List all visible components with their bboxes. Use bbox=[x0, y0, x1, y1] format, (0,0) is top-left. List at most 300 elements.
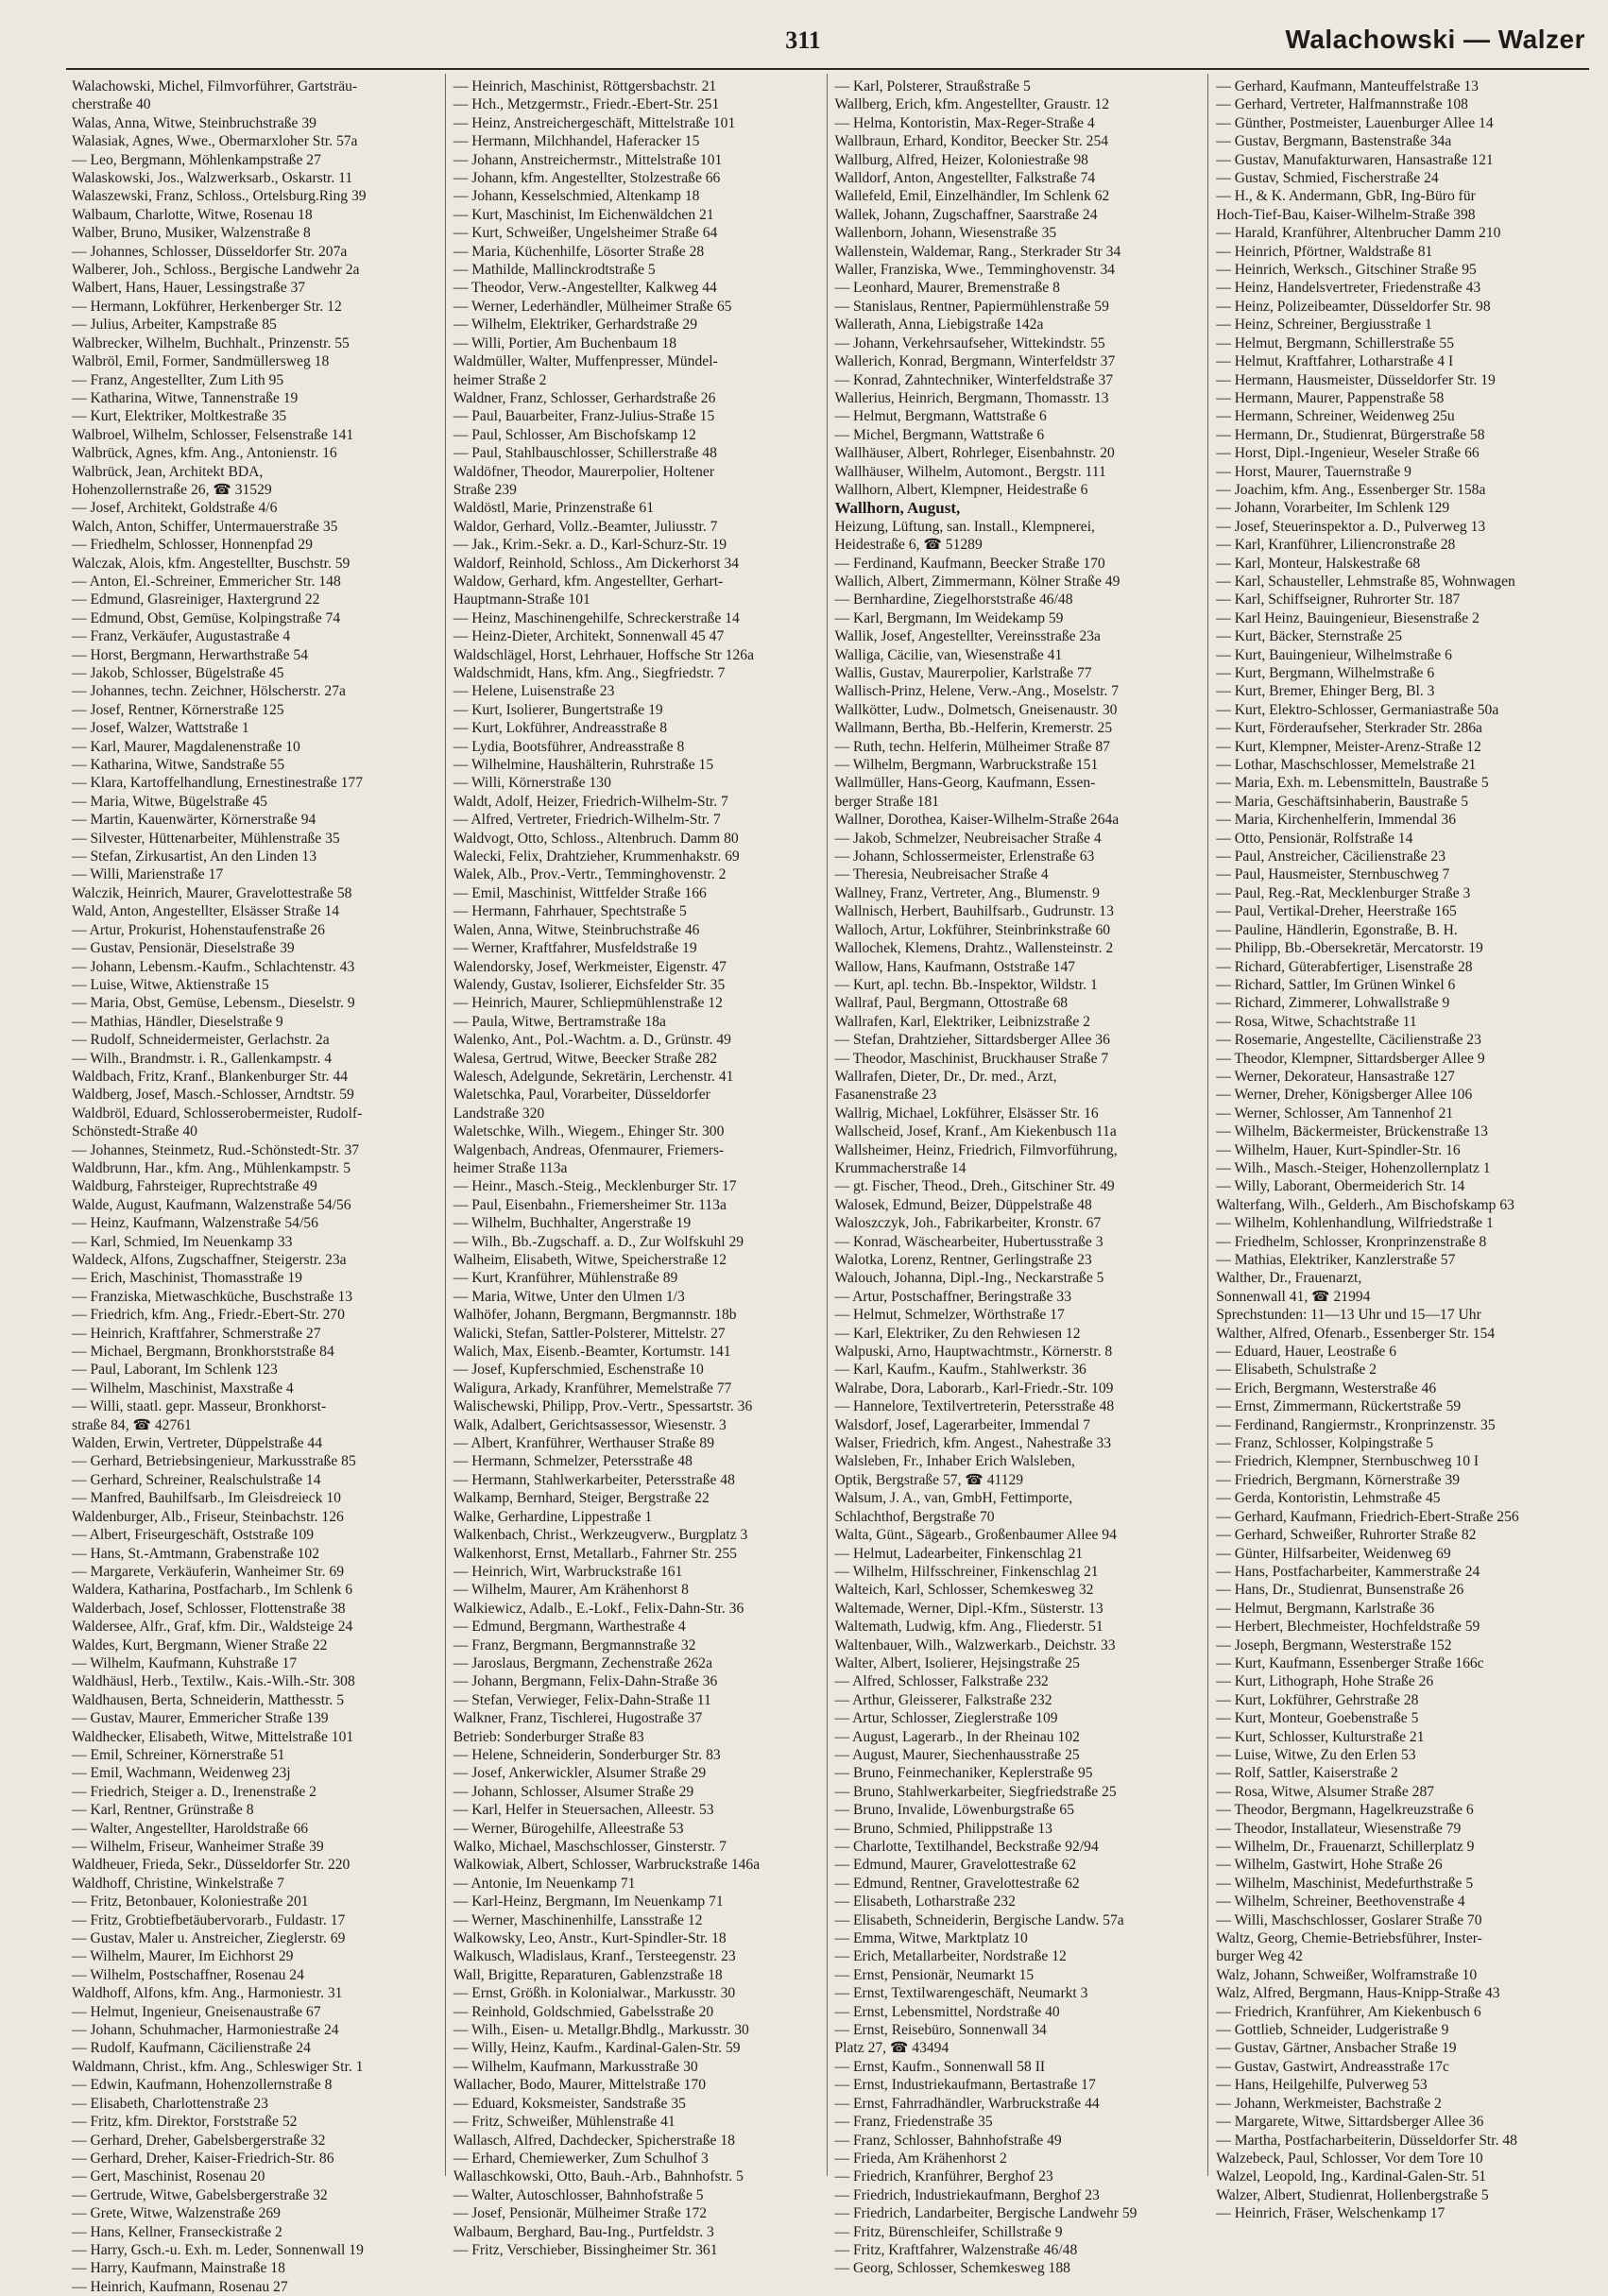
directory-entry: — Wilhelm, Elektriker, Gerhardstraße 29 bbox=[453, 317, 698, 334]
directory-entry: — Wilhelm, Dr., Frauenarzt, Schillerplatz 9 bbox=[1216, 1839, 1475, 1855]
directory-entry: — Hans, Postfacharbeiter, Kammerstraße 24 bbox=[1216, 1563, 1480, 1580]
directory-entry: Walliga, Cäcilie, van, Wiesenstraße 41 bbox=[834, 646, 1063, 663]
directory-entry: Waloszczyk, Joh., Fabrikarbeiter, Kronstr. 67 bbox=[834, 1215, 1102, 1232]
directory-entry: — Paul, Vertikal-Dreher, Heerstraße 165 bbox=[1216, 903, 1457, 920]
directory-entry: — Karl Heinz, Bauingenieur, Biesenstraße 2 bbox=[1216, 609, 1480, 626]
directory-entry: Wallrig, Michael, Lokführer, Elsässer Str. 16 bbox=[834, 1105, 1099, 1122]
directory-entry: Platz 27, ☎ 43494 bbox=[834, 2040, 949, 2057]
directory-entry: — Heinz, Polizeibeamter, Düsseldorfer Str. 98 bbox=[1216, 298, 1491, 315]
directory-entry: — Fritz, Schweißer, Mühlenstraße 41 bbox=[453, 2114, 676, 2131]
directory-entry: Walecki, Felix, Drahtzieher, Krummenhakstr. 69 bbox=[453, 848, 740, 865]
directory-entry: Wallenborn, Johann, Wiesenstraße 35 bbox=[834, 225, 1057, 242]
directory-entry: — Hermann, Fahrhauer, Spechtstraße 5 bbox=[453, 903, 687, 920]
directory-entry: — Gustav, Pensionär, Dieselstraße 39 bbox=[72, 940, 295, 957]
directory-entry: — Franz, Schlosser, Bahnhofstraße 49 bbox=[834, 2132, 1062, 2149]
directory-entry: — Mathias, Elektriker, Kanzlerstraße 57 bbox=[1216, 1252, 1456, 1268]
directory-entry: — Gerhard, Betriebsingenieur, Markusstraße 85 bbox=[72, 1453, 356, 1470]
directory-entry: — Albert, Friseurgeschäft, Oststraße 109 bbox=[72, 1527, 315, 1544]
directory-entry: Walch, Anton, Schiffer, Untermauerstraße 35 bbox=[72, 518, 338, 535]
directory-entry: — Erich, Bergmann, Westerstraße 46 bbox=[1216, 1379, 1437, 1396]
directory-entry: — Helene, Luisenstraße 23 bbox=[453, 683, 615, 700]
directory-entry: Walpuski, Arno, Hauptwachtmstr., Körnerstr. 8 bbox=[834, 1344, 1113, 1361]
directory-entry: — Hermann, Schmelzer, Petersstraße 48 bbox=[453, 1453, 693, 1470]
directory-entry: — Hermann, Dr., Studienrat, Bürgerstraße 58 bbox=[1216, 426, 1485, 443]
directory-entry: — Franz, Schlosser, Kolpingstraße 5 bbox=[1216, 1435, 1434, 1452]
directory-entry: Wallnisch, Herbert, Bauhilfsarb., Gudrunstr. 13 bbox=[834, 903, 1114, 920]
directory-entry: — Joseph, Bergmann, Westerstraße 152 bbox=[1216, 1636, 1452, 1653]
directory-entry: — Kurt, Elektriker, Moltkestraße 35 bbox=[72, 408, 287, 425]
directory-entry: — Emil, Wachmann, Weidenweg 23j bbox=[72, 1765, 291, 1782]
directory-entry: — Theodor, Klempner, Sittardsberger Allee 9 bbox=[1216, 1050, 1485, 1067]
directory-entry: — Friedrich, Kranführer, Am Kiekenbusch 6 bbox=[1216, 2003, 1481, 2020]
directory-entry: — Friedrich, Landarbeiter, Bergische Landwehr 59 bbox=[834, 2205, 1138, 2222]
directory-entry: Wallis, Gustav, Maurerpolier, Karlstraße 77 bbox=[834, 665, 1092, 681]
directory-entry: — Leonhard, Maurer, Bremenstraße 8 bbox=[834, 280, 1060, 297]
directory-entry: — Friedhelm, Schlosser, Honnenpfad 29 bbox=[72, 537, 313, 554]
directory-entry: — Kurt, Klempner, Meister-Arenz-Straße 12 bbox=[1216, 738, 1481, 755]
directory-entry: — Hermann, Milchhandel, Haferacker 15 bbox=[453, 133, 700, 150]
directory-entry: — Gerhard, Kaufmann, Friedrich-Ebert-Straße 256 bbox=[1216, 1508, 1519, 1525]
directory-entry: — Johann, Kesselschmied, Altenkamp 18 bbox=[453, 188, 700, 205]
directory-entry: Walter, Albert, Isolierer, Hejsingstraße 25 bbox=[834, 1654, 1080, 1671]
directory-entry: — Artur, Postschaffner, Beringstraße 33 bbox=[834, 1288, 1072, 1305]
directory-entry: — Julius, Arbeiter, Kampstraße 85 bbox=[72, 317, 277, 334]
directory-entry: — Johann, Bergmann, Felix-Dahn-Straße 36 bbox=[453, 1673, 718, 1690]
directory-entry: — Gerhard, Dreher, Gabelsbergerstraße 32 bbox=[72, 2132, 326, 2149]
directory-entry: — Johann, Schlossermeister, Erlenstraße 63 bbox=[834, 848, 1095, 865]
directory-entry: — Josef, Walzer, Wattstraße 1 bbox=[72, 720, 249, 737]
directory-entry: — Fritz, Betonbauer, Koloniestraße 201 bbox=[72, 1893, 309, 1910]
directory-entry: — Stefan, Drahtzieher, Sittardsberger Allee 36 bbox=[834, 1032, 1110, 1049]
directory-entry: Walbrecker, Wilhelm, Buchhalt., Prinzenstr. 55 bbox=[72, 334, 350, 351]
directory-entry: Walther, Dr., Frauenarzt, bbox=[1216, 1270, 1362, 1287]
directory-entry: Wallisch-Prinz, Helene, Verw.-Ang., Moselstr. 7 bbox=[834, 683, 1120, 700]
directory-entry: — Werner, Dreher, Königsberger Allee 106 bbox=[1216, 1087, 1473, 1104]
directory-entry: Schönstedt-Straße 40 bbox=[72, 1123, 197, 1140]
directory-entry: — Hans, St.-Amtmann, Grabenstraße 102 bbox=[72, 1545, 320, 1562]
directory-entry: Waldeck, Alfons, Zugschaffner, Steigerstr. 23a bbox=[72, 1252, 347, 1268]
directory-entry: — Karl, Schausteller, Lehmstraße 85, Wohnwagen bbox=[1216, 573, 1515, 590]
directory-entry: — Theodor, Installateur, Wiesenstraße 79 bbox=[1216, 1820, 1462, 1837]
directory-entry: — Leo, Bergmann, Möhlenkampstraße 27 bbox=[72, 151, 321, 168]
directory-entry: — Hans, Heilgehilfe, Pulverweg 53 bbox=[1216, 2077, 1428, 2094]
directory-entry: — Edmund, Bergmann, Warthestraße 4 bbox=[453, 1619, 686, 1636]
directory-entry: — Alfred, Vertreter, Friedrich-Wilhelm-Str. 7 bbox=[453, 812, 721, 829]
directory-entry: — Hans, Dr., Studienrat, Bunsenstraße 26 bbox=[1216, 1582, 1464, 1599]
directory-entry: Wallbraun, Erhard, Konditor, Beecker Str. 254 bbox=[834, 133, 1109, 150]
directory-column-2 bbox=[445, 74, 827, 2258]
directory-entry: — Theodor, Bergmann, Hagelkreuzstraße 6 bbox=[1216, 1802, 1474, 1819]
directory-entry: Heizung, Lüftung, san. Install., Klempnerei, bbox=[834, 518, 1095, 535]
directory-entry: — Johann, Anstreichermstr., Mittelstraße 101 bbox=[453, 151, 723, 168]
directory-entry: — Bruno, Invalide, Löwenburgstraße 65 bbox=[834, 1802, 1074, 1819]
directory-entry: — Georg, Schlosser, Schemkesweg 188 bbox=[834, 2260, 1070, 2277]
directory-entry: — Wilhelm, Kaufmann, Markusstraße 30 bbox=[453, 2058, 698, 2075]
directory-entry: — Mathilde, Mallinckrodtstraße 5 bbox=[453, 262, 656, 279]
directory-entry: — H., & K. Andermann, GbR, Ing-Büro für bbox=[1216, 188, 1476, 205]
directory-entry: — Karl, Polsterer, Straußstraße 5 bbox=[834, 78, 1031, 94]
directory-entry: — Maria, Obst, Gemüse, Lebensm., Dieselstr. 9 bbox=[72, 995, 355, 1012]
directory-entry: — Werner, Dekorateur, Hansastraße 127 bbox=[1216, 1068, 1455, 1085]
directory-entry: — Willy, Heinz, Kaufm., Kardinal-Galen-Str. 59 bbox=[453, 2040, 741, 2057]
directory-entry: Walas, Anna, Witwe, Steinbruchstraße 39 bbox=[72, 114, 316, 131]
directory-entry: — Theodor, Verw.-Angestellter, Kalkweg 44 bbox=[453, 280, 717, 297]
directory-entry: — Jakob, Schlosser, Bügelstraße 45 bbox=[72, 665, 284, 681]
directory-entry: Wallburg, Alfred, Heizer, Koloniestraße 98 bbox=[834, 151, 1088, 168]
directory-entry: Walczak, Alois, kfm. Angestellter, Buschstr. 59 bbox=[72, 555, 351, 572]
directory-entry: — Friedrich, Steiger a. D., Irenenstraße 2 bbox=[72, 1783, 316, 1800]
directory-entry: — Johann, Vorarbeiter, Im Schlenk 129 bbox=[1216, 500, 1450, 517]
directory-entry: — Edwin, Kaufmann, Hohenzollernstraße 8 bbox=[72, 2077, 333, 2094]
directory-entry: — Gerhard, Kaufmann, Manteuffelstraße 13 bbox=[1216, 78, 1479, 94]
directory-entry: Waldner, Franz, Schlosser, Gerhardstraße 26 bbox=[453, 389, 716, 406]
directory-entry: — Kurt, Bauingenieur, Wilhelmstraße 6 bbox=[1216, 646, 1452, 663]
directory-entry: — Stanislaus, Rentner, Papiermühlenstraße 59 bbox=[834, 298, 1109, 315]
directory-entry: — Willi, Maschschlosser, Goslarer Straße 70 bbox=[1216, 1911, 1482, 1928]
directory-entry: — Wilh., Eisen- u. Metallgr.Bhdlg., Markusstr. 30 bbox=[453, 2022, 749, 2039]
directory-entry: — Josef, Kupferschmied, Eschenstraße 10 bbox=[453, 1362, 704, 1379]
directory-entry: — Bruno, Stahlwerkarbeiter, Siegfriedstraße 25 bbox=[834, 1783, 1117, 1800]
directory-entry: — Katharina, Witwe, Sandstraße 55 bbox=[72, 757, 285, 774]
directory-entry: — Wilhelm, Gastwirt, Hohe Straße 26 bbox=[1216, 1857, 1443, 1874]
directory-entry: — Eduard, Koksmeister, Sandstraße 35 bbox=[453, 2095, 686, 2112]
directory-entry: — Alfred, Schlosser, Falkstraße 232 bbox=[834, 1673, 1049, 1690]
directory-entry: Wallenstein, Waldemar, Rang., Sterkrader Str 34 bbox=[834, 243, 1121, 260]
directory-entry: Wallkötter, Ludw., Dolmetsch, Gneisenaustr. 30 bbox=[834, 701, 1118, 718]
directory-entry: — Emil, Maschinist, Wittfelder Straße 166 bbox=[453, 884, 707, 901]
directory-entry: — Willi, Körnerstraße 130 bbox=[453, 775, 611, 792]
directory-entry: — Elisabeth, Lotharstraße 232 bbox=[834, 1893, 1016, 1910]
directory-entry: — Heinz, Anstreichergeschäft, Mittelstraße 101 bbox=[453, 114, 736, 131]
directory-entry: — Kurt, Lokführer, Gehrstraße 28 bbox=[1216, 1691, 1419, 1708]
directory-entry: Wallaschkowski, Otto, Bauh.-Arb., Bahnhofstr. 5 bbox=[453, 2168, 744, 2185]
directory-entry: — Karl, Bergmann, Im Weidekamp 59 bbox=[834, 609, 1064, 626]
directory-entry: — Gerhard, Vertreter, Halfmannstraße 108 bbox=[1216, 96, 1468, 113]
directory-entry: — Maria, Geschäftsinhaberin, Baustraße 5 bbox=[1216, 793, 1468, 810]
directory-entry: — Kurt, Bäcker, Sternstraße 25 bbox=[1216, 628, 1403, 645]
directory-entry: Walldorf, Anton, Angestellter, Falkstraße 74 bbox=[834, 170, 1096, 187]
directory-entry: Walesch, Adelgunde, Sekretärin, Lerchenstr. 41 bbox=[453, 1068, 734, 1085]
directory-entry: — Kurt, Schweißer, Ungelsheimer Straße 64 bbox=[453, 225, 718, 242]
directory-entry: Waldorf, Reinhold, Schloss., Am Dickerhorst 34 bbox=[453, 555, 740, 572]
directory-entry: Walesa, Gertrud, Witwe, Beecker Straße 282 bbox=[453, 1050, 718, 1067]
directory-entry: Wald, Anton, Angestellter, Elsässer Straße 14 bbox=[72, 903, 340, 920]
directory-entry: — Pauline, Händlerin, Egonstraße, B. H. bbox=[1216, 921, 1458, 938]
directory-entry: — Reinhold, Goldschmied, Gabelsstraße 20 bbox=[453, 2003, 714, 2020]
directory-entry: — Gustav, Gärtner, Ansbacher Straße 19 bbox=[1216, 2040, 1457, 2057]
directory-entry: — Elisabeth, Schneiderin, Bergische Landw. 57a bbox=[834, 1911, 1124, 1928]
directory-entry: Waldhäusl, Herb., Textilw., Kais.-Wilh.-Str. 308 bbox=[72, 1673, 355, 1690]
directory-entry: Waldöfner, Theodor, Maurerpolier, Holtener bbox=[453, 463, 715, 480]
directory-entry: — Hans, Kellner, Franseckistraße 2 bbox=[72, 2223, 282, 2240]
directory-entry: Waltemath, Ludwig, kfm. Ang., Fliederstr. 51 bbox=[834, 1619, 1103, 1636]
directory-entry: Walaszewski, Franz, Schloss., Ortelsburg.Ring 39 bbox=[72, 188, 367, 205]
directory-entry: Waller, Franziska, Wwe., Temminghovenstr. 34 bbox=[834, 262, 1116, 279]
directory-entry: — Rudolf, Kaufmann, Cäcilienstraße 24 bbox=[72, 2040, 311, 2057]
directory-entry: — Heinrich, Werksch., Gitschiner Straße 95 bbox=[1216, 262, 1477, 279]
directory-entry: — Werner, Bürogehilfe, Alleestraße 53 bbox=[453, 1820, 684, 1837]
directory-entry: — Wilhelm, Friseur, Wanheimer Straße 39 bbox=[72, 1839, 324, 1855]
directory-entry: Waldhoff, Alfons, kfm. Ang., Harmoniestr. 31 bbox=[72, 1985, 343, 2002]
directory-entry: — Karl-Heinz, Bergmann, Im Neuenkamp 71 bbox=[453, 1893, 724, 1910]
directory-entry: — Kurt, Lithograph, Hohe Straße 26 bbox=[1216, 1673, 1434, 1690]
directory-entry: — Richard, Sattler, Im Grünen Winkel 6 bbox=[1216, 976, 1456, 993]
directory-entry: — Katharina, Witwe, Tannenstraße 19 bbox=[72, 389, 299, 406]
directory-entry: Heidestraße 6, ☎ 51289 bbox=[834, 537, 983, 554]
directory-entry: Walther, Alfred, Ofenarb., Essenberger Str. 154 bbox=[1216, 1325, 1496, 1342]
directory-entry: — Wilhelm, Hilfsschreiner, Finkenschlag 21 bbox=[834, 1563, 1099, 1580]
directory-entry: — Elisabeth, Charlottenstraße 23 bbox=[72, 2095, 268, 2112]
directory-entry: — Fritz, Grobtiefbetäubervorarb., Fuldastr. 17 bbox=[72, 1911, 346, 1928]
directory-entry: — Werner, Lederhändler, Mülheimer Straße 65 bbox=[453, 298, 732, 315]
directory-entry: — Johann, kfm. Angestellter, Stolzestraße 66 bbox=[453, 170, 721, 187]
directory-entry: — Kurt, apl. techn. Bb.-Inspektor, Wildstr. 1 bbox=[834, 976, 1098, 993]
directory-entry: — Johann, Schlosser, Alsumer Straße 29 bbox=[453, 1783, 694, 1800]
directory-entry: — Karl, Monteur, Halskestraße 68 bbox=[1216, 555, 1421, 572]
directory-entry: — Werner, Maschinenhilfe, Lansstraße 12 bbox=[453, 1911, 703, 1928]
directory-entry: — Paul, Reg.-Rat, Mecklenburger Straße 3 bbox=[1216, 884, 1471, 901]
directory-entry: — Kurt, Schlosser, Kulturstraße 21 bbox=[1216, 1728, 1425, 1745]
directory-entry: — Franz, Bergmann, Bergmannstraße 32 bbox=[453, 1636, 696, 1653]
directory-entry: — Fritz, kfm. Direktor, Forststraße 52 bbox=[72, 2114, 298, 2131]
directory-entry: — Manfred, Bauhilfsarb., Im Gleisdreieck 10 bbox=[72, 1490, 341, 1507]
directory-entry: Sonnenwall 41, ☎ 21994 bbox=[1216, 1288, 1371, 1305]
directory-entry: — Kurt, Monteur, Goebenstraße 5 bbox=[1216, 1710, 1419, 1727]
directory-entry: — Maria, Kirchenhelferin, Immendal 36 bbox=[1216, 812, 1456, 829]
directory-entry: — Horst, Bergmann, Herwarthstraße 54 bbox=[72, 646, 309, 663]
directory-column-4 bbox=[1207, 74, 1589, 2222]
directory-entry: Wallrafen, Karl, Elektriker, Leibnizstraße 2 bbox=[834, 1013, 1090, 1030]
directory-entry: — Emil, Schreiner, Körnerstraße 51 bbox=[72, 1746, 285, 1763]
directory-entry: Wallhorn, Albert, Klempner, Heidestraße 6 bbox=[834, 481, 1088, 498]
directory-entry: Walko, Michael, Maschschlosser, Ginsterstr. 7 bbox=[453, 1839, 727, 1855]
directory-entry: — August, Lagerarb., In der Rheinau 102 bbox=[834, 1728, 1080, 1745]
directory-entry: — Günter, Hilfsarbeiter, Weidenweg 69 bbox=[1216, 1545, 1451, 1562]
directory-entry: Waldheuer, Frieda, Sekr., Düsseldorfer Str. 220 bbox=[72, 1857, 351, 1874]
directory-entry: — Charlotte, Textilhandel, Beckstraße 92/94 bbox=[834, 1839, 1099, 1855]
directory-entry: — Fritz, Verschieber, Bissingheimer Str. 361 bbox=[453, 2241, 718, 2258]
directory-entry: — Konrad, Wäschearbeiter, Hubertusstraße 3 bbox=[834, 1233, 1103, 1250]
directory-entry: — Friedrich, Industriekaufmann, Berghof 23 bbox=[834, 2186, 1100, 2203]
directory-entry: Hauptmann-Straße 101 bbox=[453, 591, 590, 608]
directory-entry: — Walter, Angestellter, Haroldstraße 66 bbox=[72, 1820, 309, 1837]
directory-entry: — Ernst, Kaufm., Sonnenwall 58 II bbox=[834, 2058, 1046, 2075]
directory-entry: — Helmut, Bergmann, Wattstraße 6 bbox=[834, 408, 1047, 425]
directory-entry: — Johannes, techn. Zeichner, Hölscherstr. 27a bbox=[72, 683, 346, 700]
directory-entry: Wallasch, Alfred, Dachdecker, Spicherstraße 18 bbox=[453, 2132, 735, 2149]
directory-entry: — Hch., Metzgermstr., Friedr.-Ebert-Str. 251 bbox=[453, 96, 720, 113]
directory-entry: Walheim, Elisabeth, Witwe, Speicherstraße 12 bbox=[453, 1252, 727, 1268]
directory-entry: Walouch, Johanna, Dipl.-Ing., Neckarstraße 5 bbox=[834, 1270, 1104, 1287]
directory-entry: — Margarete, Verkäuferin, Wanheimer Str. 69 bbox=[72, 1563, 345, 1580]
directory-entry: — Antonie, Im Neuenkamp 71 bbox=[453, 1875, 636, 1892]
directory-entry: Walendorsky, Josef, Werkmeister, Eigenstr. 47 bbox=[453, 958, 727, 975]
directory-entry: — Paul, Schlosser, Am Bischofskamp 12 bbox=[453, 426, 696, 443]
directory-entry: Walkenbach, Christ., Werkzeugverw., Burgplatz 3 bbox=[453, 1527, 748, 1544]
directory-entry: Landstraße 320 bbox=[453, 1105, 545, 1122]
directory-entry: — Richard, Zimmerer, Lohwallstraße 9 bbox=[1216, 995, 1450, 1012]
directory-entry: — Heinrich, Kraftfahrer, Schmerstraße 27 bbox=[72, 1325, 321, 1342]
directory-entry: — Anton, El.-Schreiner, Emmericher Str. 148 bbox=[72, 573, 341, 590]
directory-entry: — Ernst, Pensionär, Neumarkt 15 bbox=[834, 1966, 1035, 1983]
directory-entry: Waldersee, Alfr., Graf, kfm. Dir., Waldsteige 24 bbox=[72, 1619, 353, 1636]
directory-entry: — Wilhelm, Postschaffner, Rosenau 24 bbox=[72, 1966, 304, 1983]
directory-entry: — Rosa, Witwe, Alsumer Straße 287 bbox=[1216, 1783, 1435, 1800]
directory-entry: — Albert, Kranführer, Werthauser Straße 89 bbox=[453, 1435, 715, 1452]
directory-entry: Hohenzollernstraße 26, ☎ 31529 bbox=[72, 481, 272, 498]
directory-entry: — Wilhelm, Bergmann, Warbruckstraße 151 bbox=[834, 757, 1099, 774]
directory-entry: — Michael, Bergmann, Bronkhorststraße 84 bbox=[72, 1344, 334, 1361]
directory-entry: — Bruno, Schmied, Philippstraße 13 bbox=[834, 1820, 1052, 1837]
directory-entry: — Elisabeth, Schulstraße 2 bbox=[1216, 1362, 1377, 1379]
directory-entry: — Heinrich, Maschinist, Röttgersbachstr. 21 bbox=[453, 78, 717, 94]
directory-entry: — Mathias, Händler, Dieselstraße 9 bbox=[72, 1013, 283, 1030]
directory-entry: Walbrück, Jean, Architekt BDA, bbox=[72, 463, 264, 480]
directory-entry: Walz, Alfred, Bergmann, Haus-Knipp-Straße 43 bbox=[1216, 1985, 1500, 2002]
directory-entry: — Kurt, Kranführer, Mühlenstraße 89 bbox=[453, 1270, 678, 1287]
directory-entry: Wallmüller, Hans-Georg, Kaufmann, Essen- bbox=[834, 775, 1096, 792]
directory-entry: — Martin, Kauenwärter, Körnerstraße 94 bbox=[72, 812, 316, 829]
directory-entry: — Jakob, Schmelzer, Neubreisacher Straße 4 bbox=[834, 830, 1102, 847]
directory-entry: Walbröl, Emil, Former, Sandmüllersweg 18 bbox=[72, 353, 330, 370]
directory-entry: — Joachim, kfm. Ang., Essenberger Str. 158a bbox=[1216, 481, 1486, 498]
directory-entry: Walber, Bruno, Musiker, Walzenstraße 8 bbox=[72, 225, 311, 242]
directory-entry: — Hannelore, Textilvertreterin, Petersstraße 48 bbox=[834, 1398, 1115, 1415]
directory-entry: — Paul, Hausmeister, Sternbuschweg 7 bbox=[1216, 866, 1450, 883]
directory-entry: — Walter, Autoschlosser, Bahnhofstraße 5 bbox=[453, 2186, 704, 2203]
directory-entry: Wallik, Josef, Angestellter, Vereinsstraße 23a bbox=[834, 628, 1101, 645]
directory-entry: — Johannes, Schlosser, Düsseldorfer Str. 207a bbox=[72, 243, 348, 260]
directory-entry: — Kurt, Förderaufseher, Sterkrader Str. 286a bbox=[1216, 720, 1482, 737]
directory-entry: Wallacher, Bodo, Maurer, Mittelstraße 170 bbox=[453, 2077, 707, 2094]
directory-entry: — Ferdinand, Kaufmann, Beecker Straße 170 bbox=[834, 555, 1105, 572]
directory-entry: Walkowiak, Albert, Schlosser, Warbruckstraße 146a bbox=[453, 1857, 761, 1874]
directory-entry: — Heinz, Handelsvertreter, Friedenstraße 43 bbox=[1216, 280, 1481, 297]
directory-entry: — Heinz-Dieter, Architekt, Sonnenwall 45 47 bbox=[453, 628, 725, 645]
directory-entry: Walkusch, Wladislaus, Kranf., Tersteegenstr. 23 bbox=[453, 1948, 736, 1965]
directory-entry: cherstraße 40 bbox=[72, 96, 151, 113]
directory-entry: — Johann, Lebensm.-Kaufm., Schlachtenstr. 43 bbox=[72, 958, 355, 975]
directory-entry: — Karl, Helfer in Steuersachen, Alleestr. 53 bbox=[453, 1802, 714, 1819]
directory-entry: — Wilhelmine, Haushälterin, Ruhrstraße 15 bbox=[453, 757, 714, 774]
directory-entry: — Werner, Schlosser, Am Tannenhof 21 bbox=[1216, 1105, 1454, 1122]
directory-entry: Wallberg, Erich, kfm. Angestellter, Graustr. 12 bbox=[834, 96, 1110, 113]
directory-entry: — Kurt, Elektro-Schlosser, Germaniastraße 50a bbox=[1216, 701, 1499, 718]
directory-entry: Walderbach, Josef, Schlosser, Flottenstraße 38 bbox=[72, 1600, 346, 1617]
directory-entry: Krummacherstraße 14 bbox=[834, 1159, 967, 1176]
directory-entry: — Heinr., Masch.-Steig., Mecklenburger Str. 17 bbox=[453, 1178, 737, 1195]
directory-entry: Walasiak, Agnes, Wwe., Obermarxloher Str. 57a bbox=[72, 133, 358, 150]
directory-entry: — Bernhardine, Ziegelhorststraße 46/48 bbox=[834, 591, 1073, 608]
directory-entry: Waldera, Katharina, Postfacharb., Im Schlenk 6 bbox=[72, 1582, 353, 1599]
directory-entry: — Klara, Kartoffelhandlung, Ernestinestraße 177 bbox=[72, 775, 364, 792]
page-header bbox=[0, 0, 1608, 76]
directory-entry: — Kurt, Bremer, Ehinger Berg, Bl. 3 bbox=[1216, 683, 1435, 700]
directory-entry: Waldhausen, Berta, Schneiderin, Matthesstr. 5 bbox=[72, 1691, 345, 1708]
directory-entry: Walendy, Gustav, Isolierer, Eichsfelder Str. 35 bbox=[453, 976, 726, 993]
directory-entry: — Kurt, Kaufmann, Essenberger Straße 166c bbox=[1216, 1654, 1484, 1671]
directory-entry: — Paul, Eisenbahn., Friemersheimer Str. 113a bbox=[453, 1196, 727, 1213]
directory-entry: — Karl, Schmied, Im Neuenkamp 33 bbox=[72, 1233, 293, 1250]
directory-entry: — Kurt, Bergmann, Wilhelmstraße 6 bbox=[1216, 665, 1435, 681]
directory-entry: Waldbrunn, Har., kfm. Ang., Mühlenkampstr. 5 bbox=[72, 1159, 351, 1176]
running-head: Walachowski — Walzer bbox=[1285, 25, 1585, 54]
directory-entry: — Theresia, Neubreisacher Straße 4 bbox=[834, 866, 1049, 883]
directory-entry: Walachowski, Michel, Filmvorführer, Gartsträu- bbox=[72, 78, 358, 94]
directory-entry: — Eduard, Hauer, Leostraße 6 bbox=[1216, 1344, 1397, 1361]
directory-entry: Hoch-Tief-Bau, Kaiser-Wilhelm-Straße 398 bbox=[1216, 206, 1476, 223]
directory-entry: — Harald, Kranführer, Altenbrucher Damm 210 bbox=[1216, 225, 1501, 242]
directory-entry: — Helma, Kontoristin, Max-Reger-Straße 4 bbox=[834, 114, 1095, 131]
directory-entry: — Jak., Krim.-Sekr. a. D., Karl-Schurz-Str. 19 bbox=[453, 537, 727, 554]
directory-entry: Waldow, Gerhard, kfm. Angestellter, Gerhart- bbox=[453, 573, 724, 590]
directory-entry: Waltz, Georg, Chemie-Betriebsführer, Inster- bbox=[1216, 1930, 1482, 1947]
directory-entry: Walotka, Lorenz, Rentner, Gerlingstraße 23 bbox=[834, 1252, 1092, 1268]
directory-entry: — Wilhelm, Maurer, Am Krähenhorst 8 bbox=[453, 1582, 689, 1599]
directory-entry: — Erich, Maschinist, Thomasstraße 19 bbox=[72, 1270, 302, 1287]
directory-entry: — Willi, Marienstraße 17 bbox=[72, 866, 224, 883]
directory-entry: — Edmund, Rentner, Gravelottestraße 62 bbox=[834, 1875, 1080, 1892]
directory-entry: Waldburg, Fahrsteiger, Ruprechtstraße 49 bbox=[72, 1178, 317, 1195]
directory-entry: — Heinrich, Maurer, Schliepmühlenstraße 12 bbox=[453, 995, 723, 1012]
directory-entry: — Gerhard, Dreher, Kaiser-Friedrich-Str. 86 bbox=[72, 2150, 334, 2167]
directory-entry: — Wilh., Bb.-Zugschaff. a. D., Zur Wolfskuhl 29 bbox=[453, 1233, 744, 1250]
directory-entry: Walkenhorst, Ernst, Metallarb., Fahrner Str. 255 bbox=[453, 1545, 737, 1562]
directory-entry: — Horst, Maurer, Tauernstraße 9 bbox=[1216, 463, 1411, 480]
directory-entry: Walberer, Joh., Schloss., Bergische Landwehr 2a bbox=[72, 262, 360, 279]
directory-entry: — Wilhelm, Maurer, Im Eichhorst 29 bbox=[72, 1948, 294, 1965]
directory-entry: Walteich, Karl, Schlosser, Schemkesweg 32 bbox=[834, 1582, 1094, 1599]
directory-entry: — gt. Fischer, Theod., Dreh., Gitschiner Str. 49 bbox=[834, 1178, 1115, 1195]
directory-entry: Waldöstl, Marie, Prinzenstraße 61 bbox=[453, 500, 654, 517]
directory-entry: — Karl, Schiffseigner, Ruhrorter Str. 187 bbox=[1216, 591, 1461, 608]
directory-entry: Wallsheimer, Heinz, Friedrich, Filmvorführung, bbox=[834, 1141, 1118, 1158]
directory-entry: — Luise, Witwe, Zu den Erlen 53 bbox=[1216, 1746, 1416, 1763]
page-number: 311 bbox=[785, 26, 821, 54]
directory-entry: Wallney, Franz, Vertreter, Ang., Blumenstr. 9 bbox=[834, 884, 1100, 901]
directory-entry: — Wilhelm, Kaufmann, Kuhstraße 17 bbox=[72, 1654, 298, 1671]
directory-entry: — Ernst, Lebensmittel, Nordstraße 40 bbox=[834, 2003, 1060, 2020]
directory-entry: — Harry, Kaufmann, Mainstraße 18 bbox=[72, 2260, 285, 2277]
directory-entry: — Gustav, Gastwirt, Andreasstraße 17c bbox=[1216, 2058, 1449, 2075]
directory-entry: Walbrück, Agnes, kfm. Ang., Antonienstr. 16 bbox=[72, 445, 337, 462]
directory-entry: — Jaroslaus, Bergmann, Zechenstraße 262a bbox=[453, 1654, 713, 1671]
directory-entry: — Friedhelm, Schlosser, Kronprinzenstraße 8 bbox=[1216, 1233, 1487, 1250]
directory-entry: Wallraf, Paul, Bergmann, Ottostraße 68 bbox=[834, 995, 1069, 1012]
directory-entry: — Frieda, Am Krähenhorst 2 bbox=[834, 2150, 1007, 2167]
directory-entry: — Wilhelm, Kohlenhandlung, Wilfriedstraße 1 bbox=[1216, 1215, 1494, 1232]
directory-entry: Waltenbauer, Wilh., Walzwerkarb., Deichstr. 33 bbox=[834, 1636, 1116, 1653]
directory-entry: Waletschka, Paul, Vorarbeiter, Düsseldorfer bbox=[453, 1087, 710, 1104]
directory-entry: Waldhoff, Christine, Winkelstraße 7 bbox=[72, 1875, 284, 1892]
directory-entry: Walkiewicz, Adalb., E.-Lokf., Felix-Dahn-Str. 36 bbox=[453, 1600, 744, 1617]
directory-entry: — Heinz, Schreiner, Bergiusstraße 1 bbox=[1216, 317, 1432, 334]
directory-entry: — Stefan, Zirkusartist, An den Linden 13 bbox=[72, 848, 316, 865]
directory-entry: Optik, Bergstraße 57, ☎ 41129 bbox=[834, 1471, 1024, 1488]
directory-entry: — Margarete, Witwe, Sittardsberger Allee 36 bbox=[1216, 2114, 1484, 2131]
directory-entry: — Helmut, Ladearbeiter, Finkenschlag 21 bbox=[834, 1545, 1084, 1562]
directory-entry: — Paul, Stahlbauschlosser, Schillerstraße 48 bbox=[453, 445, 717, 462]
directory-entry: — Herbert, Blechmeister, Hochfeldstraße 59 bbox=[1216, 1619, 1480, 1636]
directory-entry: — Franziska, Mietwaschküche, Buschstraße 13 bbox=[72, 1288, 353, 1305]
directory-entry: Walkner, Franz, Tischlerei, Hugostraße 37 bbox=[453, 1710, 703, 1727]
directory-entry: — Josef, Pensionär, Mülheimer Straße 172 bbox=[453, 2205, 708, 2222]
directory-entry: — Günther, Postmeister, Lauenburger Allee 14 bbox=[1216, 114, 1494, 131]
directory-entry: Wallek, Johann, Zugschaffner, Saarstraße 24 bbox=[834, 206, 1098, 223]
directory-entry: — Heinz, Kaufmann, Walzenstraße 54/56 bbox=[72, 1215, 318, 1232]
directory-entry: — Rosemarie, Angestellte, Cäcilienstraße 23 bbox=[1216, 1032, 1481, 1049]
directory-entry: Wallrafen, Dieter, Dr., Dr. med., Arzt, bbox=[834, 1068, 1057, 1085]
